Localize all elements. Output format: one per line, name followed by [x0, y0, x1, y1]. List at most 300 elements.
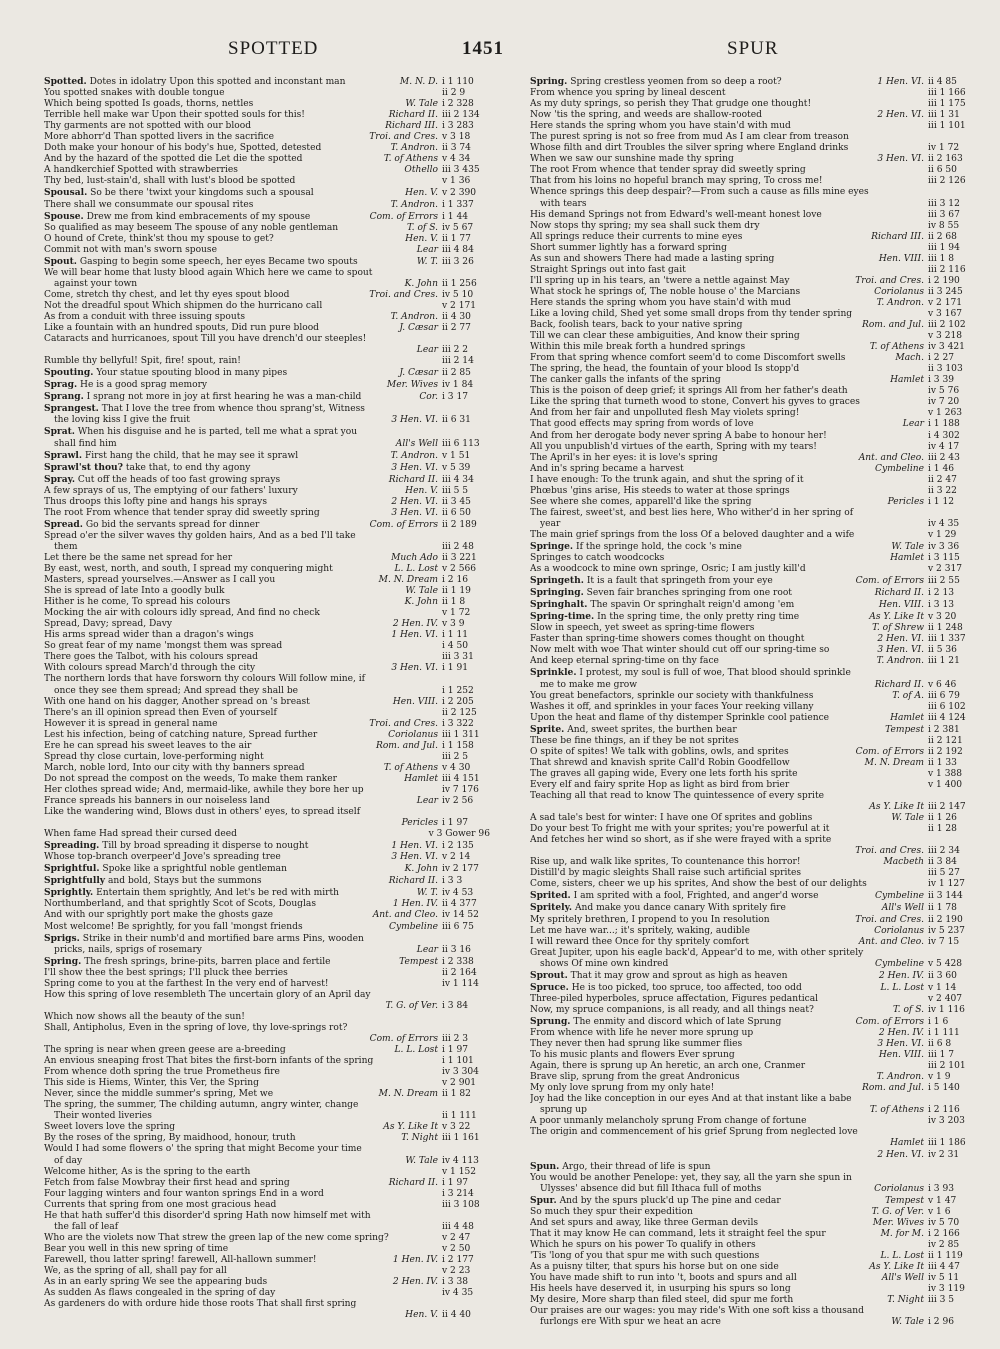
entry-play: Cymbeline	[875, 958, 924, 969]
entry-play: L. L. Lost	[394, 564, 438, 575]
concordance-entry	[44, 415, 490, 426]
concordance-entry	[44, 979, 490, 990]
concordance-entry	[530, 736, 976, 747]
entry-text	[530, 1116, 920, 1127]
entry-location: i 5 140	[928, 1083, 960, 1094]
entry-text	[44, 752, 434, 763]
entry-location: v 4 30	[442, 762, 471, 773]
entry-text	[44, 863, 401, 875]
entry-quote: A poor unmanly melancholy sprung From change of fortune	[530, 1116, 807, 1127]
entry-quote: sprung up	[540, 1105, 587, 1116]
entry-text	[44, 1222, 434, 1233]
entry-location: v 2 171	[442, 300, 477, 311]
entry-quote: them	[54, 541, 78, 552]
entry-text	[44, 132, 365, 143]
entry-text	[44, 312, 387, 323]
entry-text	[530, 656, 873, 667]
entry-text	[530, 691, 888, 702]
concordance-entry	[530, 1218, 976, 1229]
entry-text	[44, 875, 385, 887]
entry-text	[530, 680, 871, 691]
entry-text	[530, 121, 920, 132]
entry-quote: Who are the violets now That strew the green lap of the new come spring?	[44, 1232, 389, 1243]
entry-play: T. Andron.	[876, 1072, 924, 1083]
entry-quote: Never, since the middle summer's spring, Met we	[44, 1089, 274, 1100]
concordance-entry	[530, 713, 976, 724]
entry-text	[530, 1284, 920, 1295]
concordance-entry	[44, 542, 490, 553]
concordance-entry	[44, 910, 490, 921]
concordance-entry	[44, 439, 490, 450]
concordance-entry	[530, 915, 976, 926]
entry-text	[530, 1229, 877, 1240]
entry-text	[44, 619, 389, 630]
entry-location: i 2 338	[442, 956, 474, 967]
entry-location: i 2 116	[928, 1105, 960, 1116]
entry-text	[530, 1083, 858, 1094]
entry-location: ii 6 8	[928, 1039, 952, 1050]
entry-location: iii 3 12	[928, 198, 960, 209]
entry-quote: Again, there is sprung up An heretic, an arch one, Cranmer	[530, 1061, 806, 1072]
entry-quote: All you unpublish'd virtues of the earth, Spring with my tears!	[530, 441, 817, 452]
entry-play: 3 Hen. VI.	[391, 507, 438, 518]
concordance-entry	[44, 1310, 490, 1321]
entry-play: T. Andron.	[390, 311, 438, 322]
entry-text	[44, 403, 434, 415]
entry-location: ii 2 190	[928, 914, 963, 925]
concordance-entry	[530, 1050, 976, 1061]
entry-play: All's Well	[881, 903, 924, 914]
entry-location: iii 1 337	[928, 634, 966, 645]
entry-quote: There's an ill opinion spread then Even of yourself	[44, 707, 277, 718]
concordance-entry	[44, 785, 490, 796]
entry-location: i 1 101	[442, 1056, 474, 1067]
entry-play: Com. of Errors	[369, 211, 438, 222]
entry-location: v 1 36	[442, 176, 471, 187]
concordance-entry	[530, 397, 976, 408]
concordance-entry	[44, 426, 490, 438]
entry-headword: Spotted.	[44, 76, 87, 87]
entry-quote: We, as the spring of all, shall pay for all	[44, 1265, 227, 1276]
entry-quote: A sad tale's best for winter: I have one Of sprites and goblins	[530, 813, 813, 824]
entry-quote: As in an early spring We see the appearing buds	[44, 1277, 268, 1288]
entry-location: iii 6 102	[928, 701, 966, 712]
entry-quote: Spread o'er the silver waves thy golden hairs, And as a bed I'll take	[44, 530, 356, 541]
entry-location: iii 6 79	[928, 690, 960, 701]
entry-play: T. of Athens	[383, 154, 438, 165]
entry-quote: Spring crestless yeomen from so deep a root?	[570, 77, 782, 87]
concordance-entry	[44, 956, 490, 968]
concordance-entry	[530, 1207, 976, 1218]
entry-quote: As from a conduit with three issuing spouts	[44, 311, 246, 322]
entry-text	[530, 599, 875, 611]
entry-location: v 1 152	[442, 1166, 477, 1177]
entry-text	[530, 265, 920, 276]
entry-text	[44, 774, 400, 785]
entry-quote: My desire, More sharp than filed steel, did spur me forth	[530, 1295, 794, 1306]
entry-play: J. Cæsar	[399, 368, 438, 379]
concordance-entry	[530, 486, 976, 497]
entry-quote: Terrible hell make war Upon their spotted souls for this!	[44, 110, 305, 121]
entry-quote: From that spring whence comfort seem'd to come Discomfort swells	[530, 353, 846, 364]
entry-play: W. Tale	[891, 541, 924, 552]
entry-headword: Springing.	[530, 587, 584, 599]
entry-location: iv 4 35	[442, 1288, 474, 1299]
entry-text	[530, 1061, 920, 1072]
entry-headword: Spouting.	[44, 367, 94, 379]
entry-text	[530, 564, 920, 575]
concordance-entry	[44, 619, 490, 630]
entry-text	[530, 276, 851, 287]
entry-headword: Sprang.	[44, 391, 84, 403]
entry-quote: Within this mile break forth a hundred springs	[530, 342, 746, 353]
concordance-entry	[44, 334, 490, 345]
entry-play: Com. of Errors	[855, 1016, 924, 1027]
entry-location: v 2 171	[928, 297, 963, 308]
entry-quote: The fresh springs, brine-pits, barren place and fertile	[84, 956, 331, 967]
entry-quote: Spoke like a sprightful noble gentleman	[102, 864, 287, 875]
entry-quote: Northumberland, and that sprightly Scot of Scots, Douglas	[44, 899, 317, 910]
concordance-entry	[530, 187, 976, 198]
entry-text	[44, 1299, 434, 1310]
entry-quote: against your town	[54, 278, 138, 289]
entry-play: Rom. and Jul.	[375, 740, 438, 751]
entry-quote: Come, stretch thy chest, and let thy eyes spout blood	[44, 289, 290, 300]
entry-text	[530, 1094, 920, 1105]
concordance-entry	[530, 110, 976, 121]
entry-text	[530, 1184, 870, 1195]
entry-play: Hen. VIII.	[392, 696, 438, 707]
entry-play: Hen. V.	[405, 485, 438, 496]
entry-quote: Argo, their thread of life is spun	[562, 1161, 711, 1172]
entry-location: i 3 283	[442, 121, 474, 132]
entry-quote: And, sweet sprites, the burthen bear	[567, 724, 737, 735]
entry-text	[44, 1111, 434, 1122]
entry-headword: Spousal.	[44, 187, 88, 199]
entry-play: Richard II.	[388, 1177, 438, 1188]
entry-quote: Faster than spring-time showers comes thought on thought	[530, 634, 805, 645]
entry-quote: Do not spread the compost on the weeds, To make them ranker	[44, 773, 338, 784]
entry-quote: By the roses of the spring, By maidhood, honour, truth	[44, 1133, 296, 1144]
concordance-entry	[530, 1173, 976, 1184]
entry-play: 2 Hen. VI.	[877, 1149, 924, 1160]
entry-play: Hamlet	[404, 773, 438, 784]
entry-quote: The origin and commencement of his grief Sprung from neglected love	[530, 1127, 858, 1138]
entry-quote: Joy had the like conception in our eyes And at that instant like a babe	[530, 1094, 852, 1105]
entry-play: W. Tale	[891, 1317, 924, 1328]
entry-location: v 1 14	[928, 982, 957, 993]
entry-location: v 1 51	[442, 450, 471, 461]
entry-text	[530, 791, 920, 802]
entry-text	[44, 575, 375, 586]
entry-text	[44, 829, 421, 840]
entry-text	[530, 1295, 883, 1306]
concordance-entry	[530, 519, 976, 530]
entry-text	[44, 1156, 401, 1167]
concordance-entry	[44, 110, 490, 121]
entry-location: iv 1 84	[442, 380, 474, 391]
concordance-entry	[44, 945, 490, 956]
entry-quote: Here stands the spring whom you have stain'd with mud	[530, 297, 791, 308]
entry-location: v 3 218	[928, 331, 963, 342]
entry-location: ii 1 26	[928, 813, 957, 824]
entry-play: 3 Hen. VI.	[391, 852, 438, 863]
concordance-entry	[530, 276, 976, 287]
entry-quote: And in's spring became a harvest	[530, 463, 684, 474]
entry-quote: Straight Springs out into fast gait	[530, 264, 686, 275]
entry-quote: They never then had sprung like summer flies	[530, 1039, 743, 1050]
entry-headword: Sprout.	[530, 969, 568, 981]
entry-location: iv 8 55	[928, 220, 960, 231]
entry-location: ii 6 50	[442, 507, 471, 518]
entry-text	[44, 121, 381, 132]
concordance-entry	[44, 852, 490, 863]
concordance-entry	[530, 575, 976, 587]
entry-play: As Y. Like It	[383, 1122, 438, 1133]
entry-text	[530, 298, 873, 309]
entry-text	[530, 1016, 852, 1028]
entry-location: iii 1 7	[928, 1050, 955, 1061]
entry-play: 2 Hen. VI.	[391, 496, 438, 507]
concordance-entry	[530, 508, 976, 519]
entry-quote: From whence doth spring the true Prometheus fire	[44, 1067, 280, 1078]
entry-text	[530, 442, 920, 453]
entry-quote: Come, sisters, cheer we up his sprites, And show the best of our delights	[530, 879, 867, 890]
entry-location: iv 5 76	[928, 386, 960, 397]
concordance-entry	[530, 868, 976, 879]
entry-play: 2 Hen. IV.	[878, 1027, 924, 1038]
entry-text	[44, 1277, 389, 1288]
entry-text	[530, 419, 899, 430]
entry-text	[44, 968, 434, 979]
entry-play: Troi. and Cres.	[369, 289, 438, 300]
entry-location: iv 5 11	[928, 1273, 960, 1284]
entry-text	[530, 813, 887, 824]
entry-quote: She is spread of late Into a goodly bulk	[44, 586, 225, 597]
entry-headword: Sprung.	[530, 1015, 571, 1027]
entry-location: i 2 177	[442, 1254, 474, 1265]
concordance-entry	[44, 1211, 490, 1222]
entry-text	[44, 245, 413, 256]
entry-quote: Spring come to you at the farthest In the very end of harvest!	[44, 978, 329, 989]
entry-location: iv 4 17	[928, 441, 960, 452]
concordance-entry	[44, 1189, 490, 1200]
concordance-entry	[44, 1255, 490, 1266]
entry-quote: Go bid the servants spread for dinner	[85, 519, 260, 530]
entry-location: v 3 167	[928, 308, 963, 319]
entry-location: iv 5 10	[442, 289, 474, 300]
entry-text	[530, 769, 920, 780]
entry-text	[44, 200, 387, 211]
concordance-entry	[44, 1156, 490, 1167]
entry-headword: Sprited.	[530, 890, 571, 902]
entry-location: ii 4 40	[442, 1310, 471, 1321]
entry-location: v 2 14	[442, 852, 471, 863]
entry-location: iv 3 119	[928, 1284, 965, 1295]
entry-location: iv 5 237	[928, 925, 965, 936]
entry-location: iii 4 47	[928, 1261, 960, 1272]
entry-text	[530, 1306, 920, 1317]
entry-text	[44, 1178, 385, 1189]
concordance-entry	[530, 1161, 976, 1173]
entry-play: Troi. and Cres.	[855, 846, 924, 857]
entry-location: ii 1 119	[928, 1250, 963, 1261]
concordance-entry	[44, 76, 490, 88]
entry-play: Troi. and Cres.	[855, 914, 924, 925]
entry-play: 3 Hen. VI.	[877, 645, 924, 656]
concordance-entry	[44, 1001, 490, 1012]
entry-quote: Cut off the heads of too fast growing sprays	[77, 474, 281, 485]
concordance-entry	[44, 564, 490, 575]
entry-quote: His demand Springs not from Edward's well-meant honest love	[530, 209, 822, 220]
entry-location: i 1 97	[442, 818, 469, 829]
concordance-entry	[530, 1306, 976, 1317]
concordance-entry	[44, 323, 490, 334]
entry-quote: He is a good sprag memory	[80, 380, 208, 391]
entry-quote: Now 'tis the spring, and weeds are shallow-rooted	[530, 110, 762, 121]
entry-location: ii 1 28	[928, 824, 957, 835]
entry-quote: I protest, my soul is full of woe, That blood should sprinkle	[579, 668, 851, 679]
entry-text	[530, 486, 920, 497]
entry-quote: the loving kiss I give the fruit	[54, 415, 190, 426]
entry-headword: Spur.	[530, 1194, 557, 1206]
concordance-entry	[44, 211, 490, 223]
concordance-entry	[530, 937, 976, 948]
entry-location: iii 1 166	[928, 88, 966, 99]
entry-play: 1 Hen. IV.	[392, 1254, 438, 1265]
entry-location: i 2 96	[928, 1317, 955, 1328]
entry-location: ii 4 30	[442, 311, 471, 322]
concordance-entry	[530, 232, 976, 243]
concordance-entry	[530, 1295, 976, 1306]
concordance-entry	[530, 1083, 976, 1094]
entry-text	[44, 663, 387, 674]
entry-quote: Shall, Antipholus, Even in the spring of love, thy love-springs rot?	[44, 1022, 348, 1033]
concordance-entry	[44, 796, 490, 807]
concordance-entry	[44, 154, 490, 165]
entry-quote: year	[540, 518, 561, 529]
entry-quote: An envious sneaping frost That bites the first-born infants of the spring	[44, 1056, 374, 1067]
entry-quote: Four lagging winters and four wanton springs End in a word	[44, 1188, 324, 1199]
entry-text	[44, 462, 387, 474]
entry-location: i 1 337	[442, 199, 474, 210]
concordance-entry	[530, 1284, 976, 1295]
entry-quote: And by the spurs pluck'd up The pine and cedar	[559, 1195, 781, 1206]
entry-play: T. Andron.	[390, 143, 438, 154]
entry-text	[44, 922, 385, 933]
entry-quote: Cataracts and hurricanoes, spout Till you have drench'd our steeples!	[44, 334, 367, 345]
entry-text	[44, 763, 380, 774]
concordance-entry	[44, 1056, 490, 1067]
entry-quote: And fetches her wind so short, as if she were frayed with a sprite	[530, 835, 832, 846]
entry-play: Tempest	[885, 1195, 924, 1206]
concordance-entry	[44, 121, 490, 132]
entry-location: v 3 22	[442, 1122, 471, 1133]
entry-location: i 1 97	[442, 1177, 469, 1188]
entry-text	[530, 221, 920, 232]
entry-quote: Seven fair branches springing from one root	[586, 588, 792, 599]
entry-location: iv 1 72	[928, 143, 960, 154]
entry-play: 1 Hen. VI.	[877, 77, 924, 87]
entry-text	[530, 915, 851, 926]
entry-quote: I'll show thee the best springs; I'll pluck thee berries	[44, 967, 288, 978]
entry-headword: Spray.	[44, 473, 76, 485]
entry-quote: As gardeners do with ordure hide those roots That shall first spring	[44, 1299, 357, 1310]
entry-text	[44, 840, 387, 852]
entry-play: 2 Hen. IV.	[392, 619, 438, 630]
entry-quote: France spreads his banners in our noiseless land	[44, 796, 270, 806]
entry-play: 3 Hen. VI.	[877, 1039, 924, 1050]
entry-location: i 1 11	[442, 630, 469, 641]
entry-quote: First hang the child, that he may see it sprawl	[84, 450, 299, 461]
entry-quote: Let me have war...; it's spritely, waking, audible	[530, 925, 750, 936]
entry-quote: Brave slip, sprung from the great Andronicus	[530, 1072, 740, 1083]
concordance-entry	[530, 442, 976, 453]
entry-quote: I have enough: To the trunk again, and shut the spring of it	[530, 474, 804, 485]
concordance-entry	[530, 564, 976, 575]
entry-quote: So qualified as may beseem The spouse of any noble gentleman	[44, 222, 339, 233]
concordance-entry	[44, 301, 490, 312]
entry-quote: You have made shift to run into 't, boots and spurs and all	[530, 1273, 797, 1284]
concordance-entry	[44, 968, 490, 979]
entry-play: Cymbeline	[389, 921, 438, 932]
entry-quote: the fall of leaf	[54, 1221, 119, 1232]
entry-quote: Rumble thy bellyful! Spit, fire! spout, rain!	[44, 356, 241, 367]
concordance-entry	[44, 752, 490, 763]
entry-location: i 2 381	[928, 724, 960, 735]
entry-play: Com. of Errors	[855, 746, 924, 757]
entry-quote: It is a fault that springeth from your eye	[586, 576, 773, 587]
entry-quote: A handkerchief Spotted with strawberries	[44, 165, 238, 176]
concordance-entry	[530, 824, 976, 835]
entry-location: v 2 390	[442, 188, 477, 199]
entry-quote: My only love sprung from my only hate!	[530, 1083, 715, 1094]
entry-text	[530, 232, 867, 243]
entry-quote: As a woodcock to mine own springe, Osric; I am justly kill'd	[530, 564, 806, 575]
entry-location: i 2 190	[928, 275, 960, 286]
entry-text	[530, 1161, 920, 1173]
entry-text	[44, 708, 434, 719]
concordance-entry	[530, 1061, 976, 1072]
concordance-entry	[44, 234, 490, 245]
entry-location: iii 2 48	[442, 541, 474, 552]
entry-text	[44, 1189, 434, 1200]
entry-text	[530, 243, 920, 254]
entry-text	[530, 110, 873, 121]
entry-location: i 1 97	[442, 1045, 469, 1056]
entry-quote: Let there be the same net spread for her	[44, 552, 233, 563]
entry-location: iii 3 5	[928, 1295, 955, 1306]
entry-text	[44, 88, 434, 99]
entry-text	[44, 211, 366, 223]
entry-text	[530, 530, 920, 541]
entry-text	[44, 1288, 434, 1299]
entry-play: T. Andron.	[390, 450, 438, 461]
concordance-entry	[530, 1262, 976, 1273]
concordance-entry	[44, 1178, 490, 1189]
entry-quote: When fame Had spread their cursed deed	[44, 829, 237, 840]
entry-location: ii 3 144	[928, 891, 963, 902]
entry-play: Mer. Wives	[872, 1217, 924, 1228]
concordance-entry	[44, 1277, 490, 1288]
concordance-entry	[530, 132, 976, 143]
entry-quote: The spring is near when green geese are a-breeding	[44, 1045, 286, 1056]
entry-text	[44, 979, 434, 990]
entry-location: i 4 302	[928, 430, 960, 441]
entry-text	[44, 1100, 434, 1111]
entry-text	[530, 645, 873, 656]
entry-text	[530, 926, 870, 937]
